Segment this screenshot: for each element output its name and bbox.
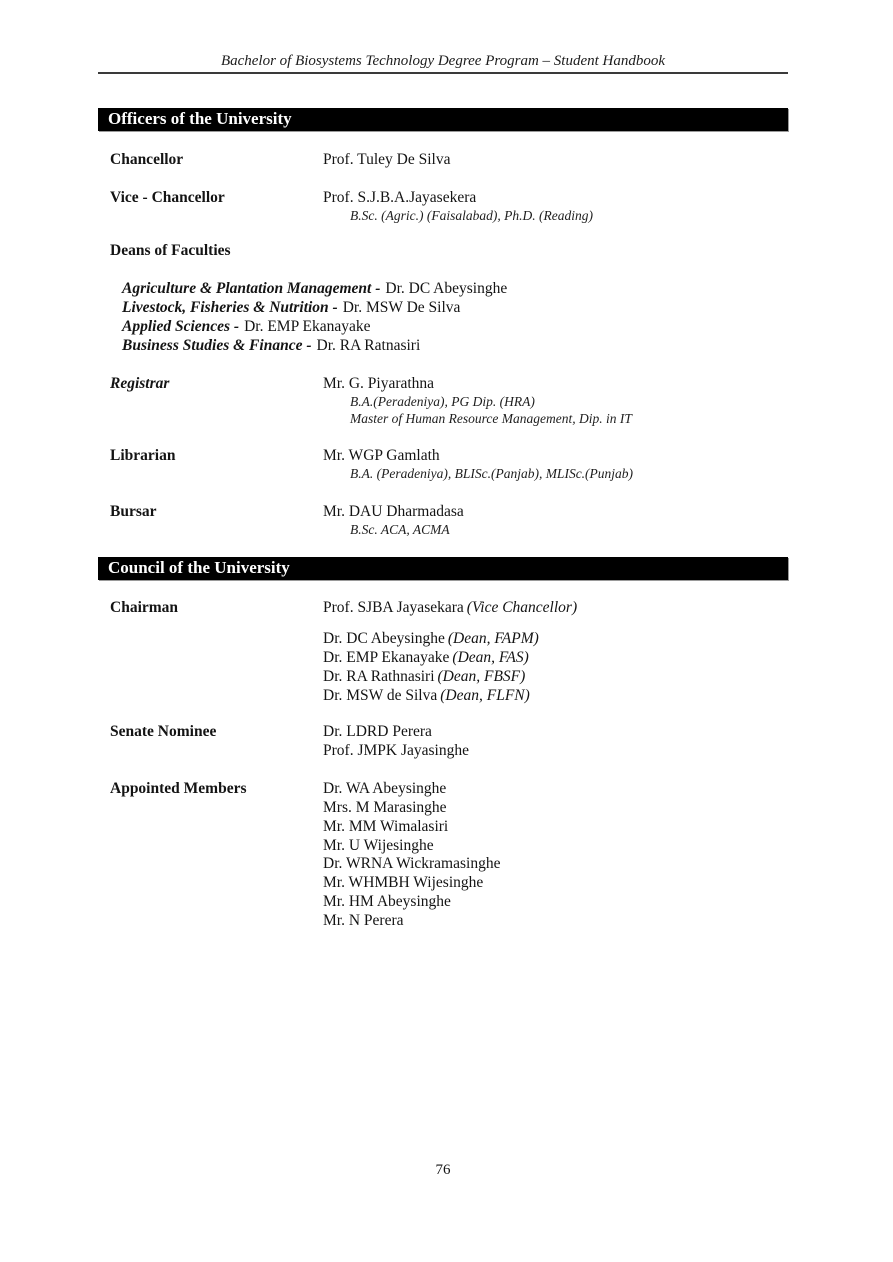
appointed-member: Dr. WRNA Wickramasinghe	[323, 855, 501, 872]
senate-nominee-label: Senate Nominee	[110, 723, 217, 740]
chancellor-value: Prof. Tuley De Silva	[323, 151, 451, 168]
member-name: Dr. DC Abeysinghe	[323, 630, 445, 647]
council-dean-member	[323, 687, 530, 706]
chairman-label: Chairman	[110, 599, 179, 616]
bursar-value: Mr. DAU Dharmadasa	[323, 503, 464, 520]
dean-item	[122, 337, 420, 355]
appointed-member: Mr. WHMBH Wijesinghe	[323, 874, 484, 891]
dean-name: Dr. EMP Ekanayake	[244, 318, 371, 335]
appointed-member: Mrs. M Marasinghe	[323, 799, 447, 816]
section-banner-officers: Officers of the University	[98, 108, 788, 131]
registrar-credentials: B.A.(Peradeniya), PG Dip. (HRA)	[350, 394, 535, 409]
dean-item	[122, 280, 507, 298]
dean-faculty: Agriculture & Plantation Management -	[122, 280, 381, 297]
member-name: Prof. SJBA Jayasekara	[323, 599, 464, 616]
appointed-members-label: Appointed Members	[110, 780, 247, 797]
member-name: Dr. MSW de Silva	[323, 687, 438, 704]
member-role: (Dean, FAS)	[452, 649, 529, 666]
dean-name: Dr. DC Abeysinghe	[385, 280, 508, 297]
registrar-credentials: Master of Human Resource Management, Dip. in IT	[350, 411, 632, 426]
section-banner-council: Council of the University	[98, 557, 788, 580]
member-name: Dr. RA Rathnasiri	[323, 668, 435, 685]
dean-name: Dr. RA Ratnasiri	[316, 337, 421, 354]
chairman-value	[323, 599, 577, 618]
member-role: (Dean, FBSF)	[437, 668, 526, 685]
bursar-credentials: B.Sc. ACA, ACMA	[350, 522, 450, 537]
member-role: (Dean, FLFN)	[440, 687, 530, 704]
member-role: (Dean, FAPM)	[447, 630, 539, 647]
appointed-member: Mr. HM Abeysinghe	[323, 893, 451, 910]
running-header: Bachelor of Biosystems Technology Degree Program – Student Handbook	[220, 53, 666, 69]
dean-faculty: Business Studies & Finance -	[122, 337, 312, 354]
council-dean-member	[323, 668, 525, 687]
registrar-label: Registrar	[110, 375, 170, 392]
appointed-member: Dr. WA Abeysinghe	[323, 780, 447, 797]
registrar-value: Mr. G. Piyarathna	[323, 375, 435, 392]
vice-chancellor-value: Prof. S.J.B.A.Jayasekera	[323, 189, 477, 206]
appointed-member: Mr. MM Wimalasiri	[323, 818, 449, 835]
deans-heading: Deans of Faculties	[110, 242, 231, 259]
member-name: Dr. EMP Ekanayake	[323, 649, 450, 666]
appointed-member: Mr. N Perera	[323, 912, 404, 929]
chancellor-label: Chancellor	[110, 151, 184, 168]
dean-faculty: Livestock, Fisheries & Nutrition -	[122, 299, 338, 316]
senate-nominee-member: Dr. LDRD Perera	[323, 723, 432, 740]
appointed-member: Mr. U Wijesinghe	[323, 837, 434, 854]
dean-item	[122, 299, 460, 317]
header-rule	[98, 72, 788, 74]
librarian-label: Librarian	[110, 447, 176, 464]
vice-chancellor-label: Vice - Chancellor	[110, 189, 225, 206]
bursar-label: Bursar	[110, 503, 157, 520]
council-dean-member	[323, 630, 539, 649]
council-dean-member	[323, 649, 529, 668]
vice-chancellor-credentials: B.Sc. (Agric.) (Faisalabad), Ph.D. (Reading)	[350, 208, 593, 223]
page-number: 76	[435, 1162, 451, 1178]
dean-name: Dr. MSW De Silva	[342, 299, 461, 316]
librarian-value: Mr. WGP Gamlath	[323, 447, 440, 464]
librarian-credentials: B.A. (Peradeniya), BLISc.(Panjab), MLISc.(Punjab)	[350, 466, 634, 481]
member-role: (Vice Chancellor)	[466, 599, 578, 616]
senate-nominee-member: Prof. JMPK Jayasinghe	[323, 742, 469, 759]
dean-faculty: Applied Sciences -	[122, 318, 240, 335]
dean-item	[122, 318, 371, 336]
